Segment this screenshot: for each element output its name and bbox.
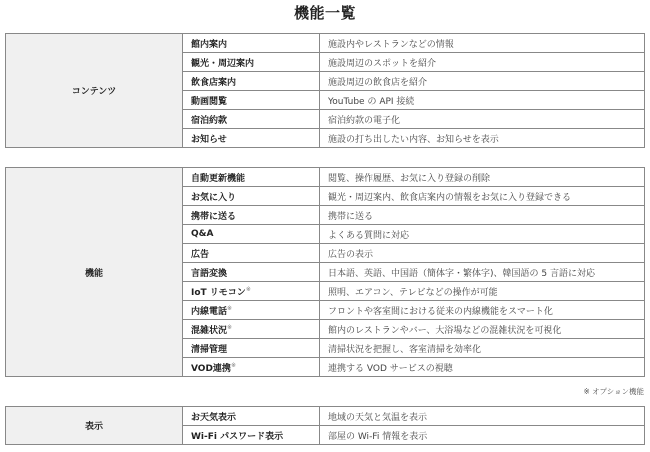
option-mark: ※ [245, 285, 251, 293]
description-cell: 館内のレストランやバー、大浴場などの混雑状況を可視化 [320, 320, 645, 339]
option-mark: ※ [227, 304, 233, 312]
feature-cell [183, 110, 320, 129]
feature-cell [183, 206, 320, 225]
feature-cell [183, 263, 320, 282]
description-cell: 携帯に送る [320, 206, 645, 225]
display-table [5, 406, 645, 445]
feature-cell [183, 426, 320, 445]
feature-cell [183, 358, 320, 377]
option-mark: ※ [227, 323, 233, 331]
description-cell: 地域の天気と気温を表示 [320, 407, 645, 426]
feature-name: 清掃管理 [191, 344, 228, 355]
functions-table [5, 167, 645, 377]
option-note: ※ オプション機能 [583, 387, 644, 396]
description-cell: YouTube の API 接続 [320, 91, 645, 110]
feature-name: 言語変換 [191, 268, 228, 279]
feature-name: お気に入り [191, 192, 237, 203]
feature-cell [183, 320, 320, 339]
feature-name: 観光・周辺案内 [191, 58, 255, 69]
description-cell: 清掃状況を把握し、客室清掃を効率化 [320, 339, 645, 358]
feature-cell [183, 129, 320, 148]
option-mark: ※ [230, 361, 236, 369]
table-row [6, 407, 645, 426]
description-cell: 観光・周辺案内、飲食店案内の情報をお気に入り登録できる [320, 187, 645, 206]
description-cell: よくある質問に対応 [320, 225, 645, 244]
feature-name: お知らせ [191, 134, 227, 145]
feature-cell [183, 168, 320, 187]
contents-table [5, 33, 645, 148]
description-cell: 宿泊約款の電子化 [320, 110, 645, 129]
category-cell: コンテンツ [6, 34, 183, 148]
description-cell: 日本語、英語、中国語（簡体字・繁体字)、韓国語の 5 言語に対応 [320, 263, 645, 282]
feature-cell [183, 282, 320, 301]
description-cell: 施設周辺の飲食店を紹介 [320, 72, 645, 91]
feature-name: お天気表示 [191, 412, 237, 423]
feature-name: Wi-Fi パスワード表示 [191, 431, 284, 442]
description-cell: 閲覧、操作履歴、お気に入り登録の削除 [320, 168, 645, 187]
feature-cell [183, 339, 320, 358]
feature-cell [183, 34, 320, 53]
feature-name: 館内案内 [191, 39, 228, 50]
feature-name: 内線電話 [191, 306, 228, 317]
feature-cell [183, 301, 320, 320]
page-title: 機能一覧 [293, 4, 356, 22]
feature-cell [183, 187, 320, 206]
feature-name: VOD連携 [191, 363, 231, 374]
feature-cell [183, 244, 320, 263]
feature-name: 混雑状況 [191, 325, 228, 336]
description-cell: 部屋の Wi-Fi 情報を表示 [320, 426, 645, 445]
description-cell: 照明、エアコン、テレビなどの操作が可能 [320, 282, 645, 301]
description-cell: 広告の表示 [320, 244, 645, 263]
category-cell: 機能 [6, 168, 183, 377]
feature-name: 動画閲覧 [191, 96, 228, 107]
feature-name: 宿泊約款 [191, 115, 228, 126]
description-cell: 施設の打ち出したい内容、お知らせを表示 [320, 129, 645, 148]
feature-name: IoT リモコン [191, 287, 246, 298]
table-row [6, 34, 645, 53]
feature-cell [183, 407, 320, 426]
feature-name: 広告 [191, 249, 210, 260]
table-row [6, 168, 645, 187]
feature-cell [183, 72, 320, 91]
feature-name: 携帯に送る [191, 211, 237, 222]
description-cell: 施設周辺のスポットを紹介 [320, 53, 645, 72]
description-cell: 施設内やレストランなどの情報 [320, 34, 645, 53]
feature-cell [183, 91, 320, 110]
feature-cell [183, 53, 320, 72]
feature-name: Q&A [191, 229, 214, 239]
category-cell: 表示 [6, 407, 183, 445]
feature-name: 自動更新機能 [191, 173, 246, 184]
description-cell: 連携する VOD サービスの視聴 [320, 358, 645, 377]
feature-name: 飲食店案内 [191, 77, 237, 88]
feature-cell [183, 225, 320, 244]
description-cell: フロントや客室間における従来の内線機能をスマート化 [320, 301, 645, 320]
